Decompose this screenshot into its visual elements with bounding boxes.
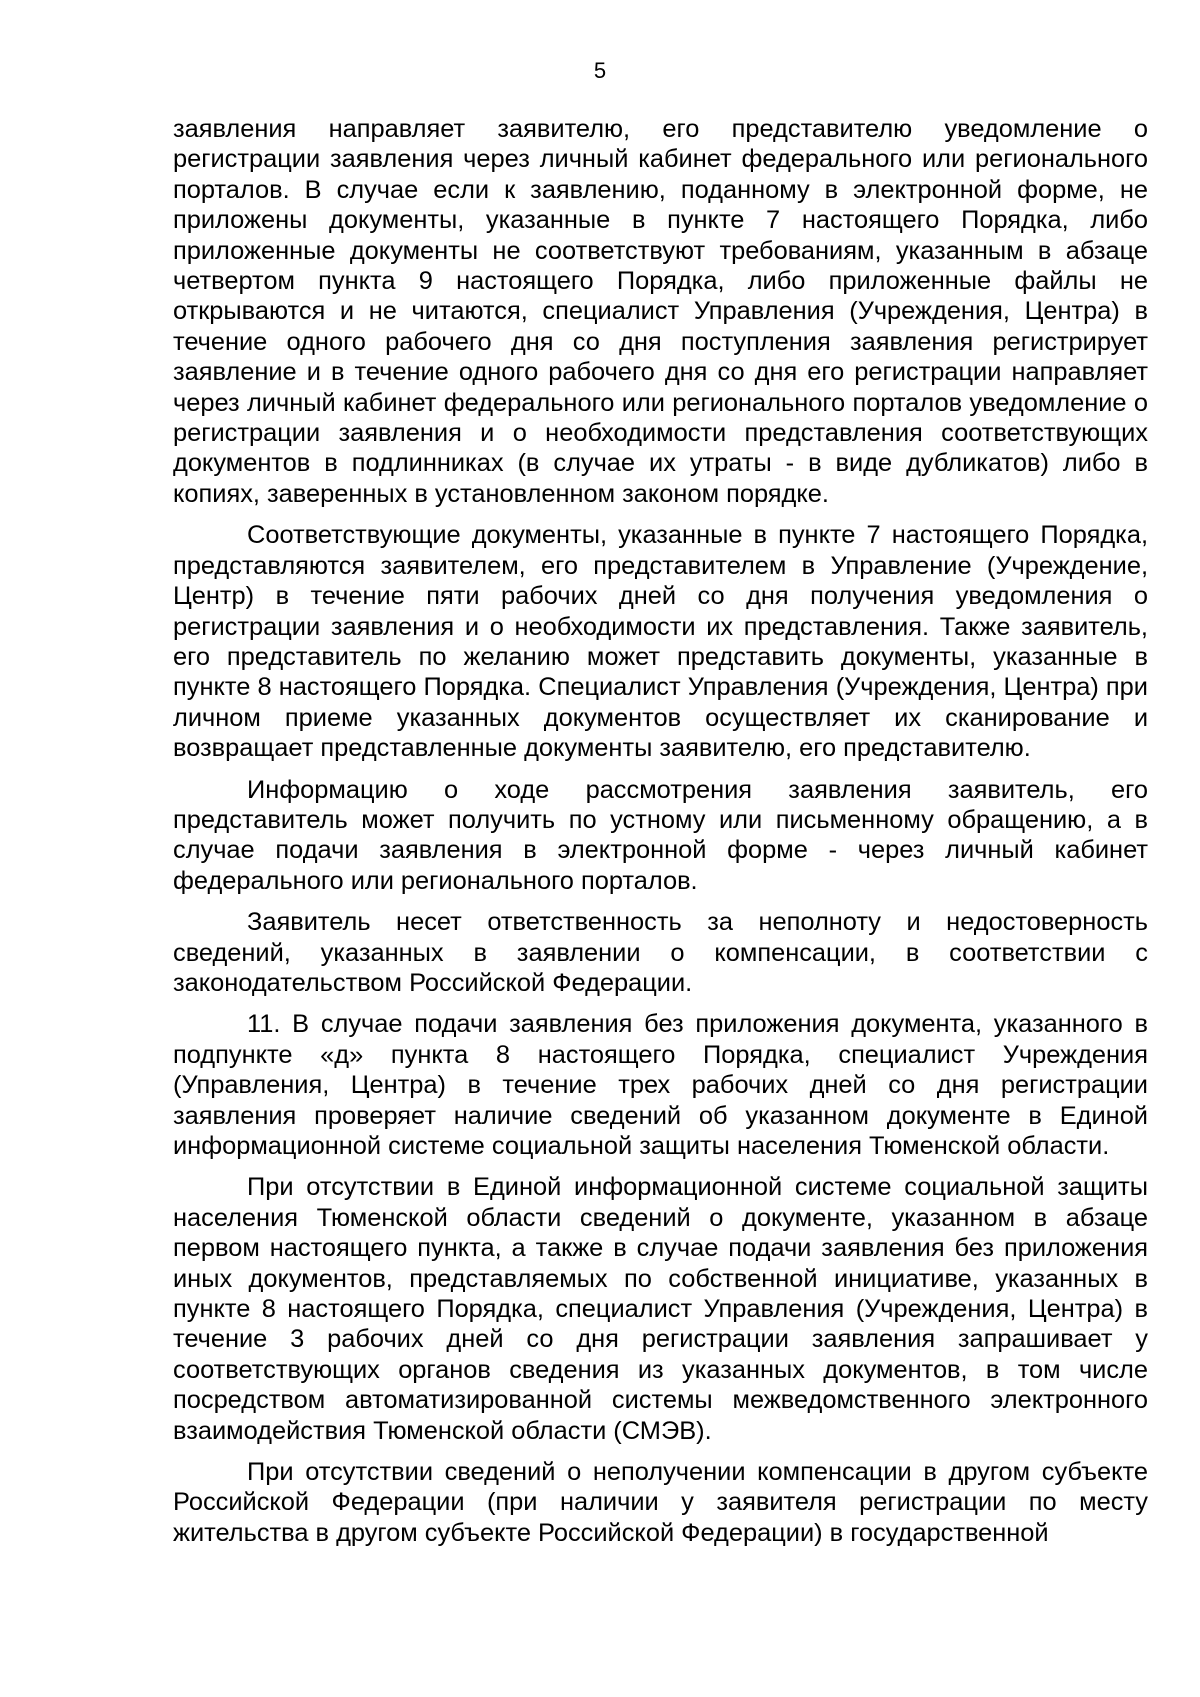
page-number: 5: [593, 58, 607, 83]
paragraph-documents-submission: Соответствующие документы, указанные в пункте 7 настоящего Порядка, представляются заявителем, его представителем в Управление (Учреждение, Центр) в течение пяти рабочих дней со дня получения уведомления о регистрации заявления и о необходимости их представления. Также заявитель, его представитель по желанию может представить документы, указанные в пункте 8 настоящего Порядка. Специалист Управления (Учреждения, Центра) при личном приеме указанных документов осуществляет их сканирование и возвращает представленные документы заявителю, его представителю.: [173, 521, 1148, 763]
paragraph-clause-11: 11. В случае подачи заявления без приложения документа, указанного в подпункте «д» пункта 8 настоящего Порядка, специалист Учреждения (Управления, Центра) в течение трех рабочих дней со дня регистрации заявления проверяет наличие сведений об указанном документе в Единой информационной системе социальной защиты населения Тюменской области.: [173, 1010, 1148, 1160]
paragraph-applicant-responsibility: Заявитель несет ответственность за неполноту и недостоверность сведений, указанных в заявлении о компенсации, в соответствии с законодательством Российской Федерации.: [173, 908, 1148, 997]
paragraph-other-region-compensation: При отсутствии сведений о неполучении компенсации в другом субъекте Российской Федерации (при наличии у заявителя регистрации по месту жительства в другом субъекте Российской Федерации) в государственной: [173, 1458, 1148, 1547]
paragraph-missing-information-request: При отсутствии в Единой информационной системе социальной защиты населения Тюменской области сведений о документе, указанном в абзаце первом настоящего пункта, а также в случае подачи заявления без приложения иных документов, представляемых по собственной инициативе, указанных в пункте 8 настоящего Порядка, специалист Управления (Учреждения, Центра) в течение 3 рабочих дней со дня регистрации заявления запрашивает у соответствующих органов сведения из указанных документов, в том числе посредством автоматизированной системы межведомственного электронного взаимодействия Тюменской области (СМЭВ).: [173, 1173, 1148, 1445]
document-body: [173, 114, 1148, 1548]
paragraph-continuation: заявления направляет заявителю, его представителю уведомление о регистрации заявления через личный кабинет федерального или регионального порталов. В случае если к заявлению, поданному в электронной форме, не приложены документы, указанные в пункте 7 настоящего Порядка, либо приложенные документы не соответствуют требованиям, указанным в абзаце четвертом пункта 9 настоящего Порядка, либо приложенные файлы не открываются и не читаются, специалист Управления (Учреждения, Центра) в течение одного рабочего дня со дня поступления заявления регистрирует заявление и в течение одного рабочего дня со дня его регистрации направляет через личный кабинет федерального или регионального порталов уведомление о регистрации заявления и о необходимости представления соответствующих документов в подлинниках (в случае их утраты - в виде дубликатов) либо в копиях, заверенных в установленном законом порядке.: [173, 115, 1148, 508]
paragraph-status-information: Информацию о ходе рассмотрения заявления заявитель, его представитель может получить по устному или письменному обращению, а в случае подачи заявления в электронной форме - через личный кабинет федерального или регионального порталов.: [173, 775, 1148, 895]
